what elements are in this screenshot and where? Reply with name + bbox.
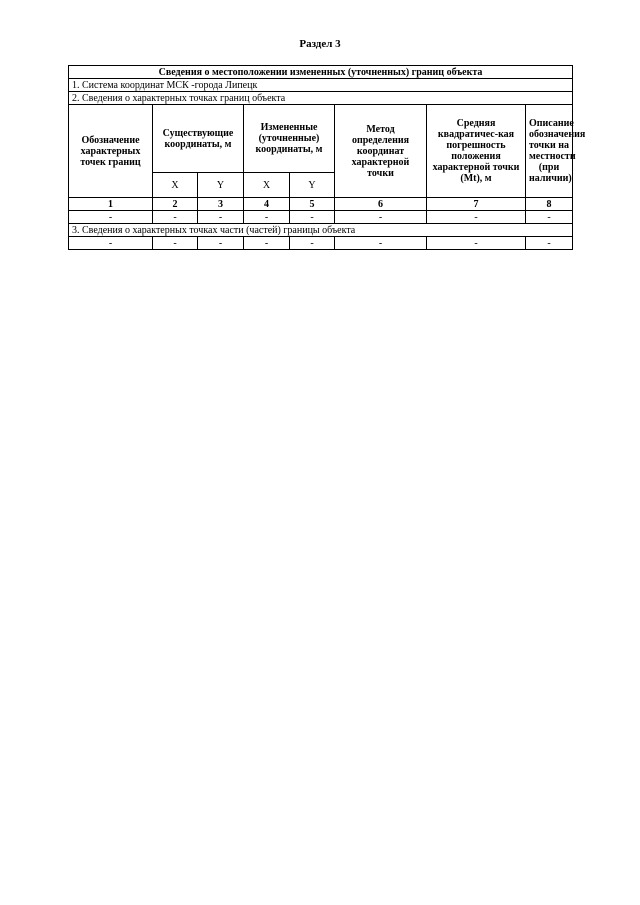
table-row bbox=[69, 211, 573, 224]
table-cell: - bbox=[198, 211, 244, 224]
table-cell: - bbox=[69, 237, 153, 250]
table-cell: - bbox=[244, 237, 290, 250]
table-cell: - bbox=[335, 211, 427, 224]
header-method: Метод определения координат характерной точки bbox=[335, 105, 427, 198]
header-existing-x: X bbox=[153, 173, 198, 198]
table-title: Сведения о местоположении измененных (уточненных) границ объекта bbox=[69, 66, 573, 79]
table-row bbox=[69, 237, 573, 250]
table-cell: - bbox=[290, 211, 335, 224]
column-number: 8 bbox=[526, 198, 573, 211]
section-title: Раздел 3 bbox=[299, 38, 341, 50]
header-changed-coords: Измененные (уточненные) координаты, м bbox=[244, 105, 335, 173]
column-number: 5 bbox=[290, 198, 335, 211]
subsection-coordinate-system: 1. Система координат МСК -города Липецк bbox=[69, 79, 573, 92]
table-cell: - bbox=[153, 237, 198, 250]
column-number: 3 bbox=[198, 198, 244, 211]
table-cell: - bbox=[526, 237, 573, 250]
subsection-parts-heading: 3. Сведения о характерных точках части (частей) границы объекта bbox=[69, 224, 573, 237]
subsection-points-heading: 2. Сведения о характерных точках границ объекта bbox=[69, 92, 573, 105]
header-designation: Обозначение характерных точек границ bbox=[69, 105, 153, 198]
boundary-table bbox=[68, 65, 586, 250]
column-number: 6 bbox=[335, 198, 427, 211]
column-numbers-row bbox=[69, 198, 573, 211]
table-cell: - bbox=[335, 237, 427, 250]
column-number: 4 bbox=[244, 198, 290, 211]
header-description: Описание обозначения точки на местности (при наличии) bbox=[526, 105, 573, 198]
table-cell: - bbox=[153, 211, 198, 224]
column-number: 2 bbox=[153, 198, 198, 211]
header-existing-y: Y bbox=[198, 173, 244, 198]
header-existing-coords: Существующие координаты, м bbox=[153, 105, 244, 173]
table-cell: - bbox=[244, 211, 290, 224]
column-number: 7 bbox=[427, 198, 526, 211]
header-rms-error: Средняя квадратичес-кая погрешность положения характерной точки (Mt), м bbox=[427, 105, 526, 198]
table-cell: - bbox=[69, 211, 153, 224]
header-changed-x: X bbox=[244, 173, 290, 198]
table-cell: - bbox=[427, 237, 526, 250]
table-cell: - bbox=[198, 237, 244, 250]
table-cell: - bbox=[427, 211, 526, 224]
table-cell: - bbox=[526, 211, 573, 224]
header-changed-y: Y bbox=[290, 173, 335, 198]
column-number: 1 bbox=[69, 198, 153, 211]
table-cell: - bbox=[290, 237, 335, 250]
